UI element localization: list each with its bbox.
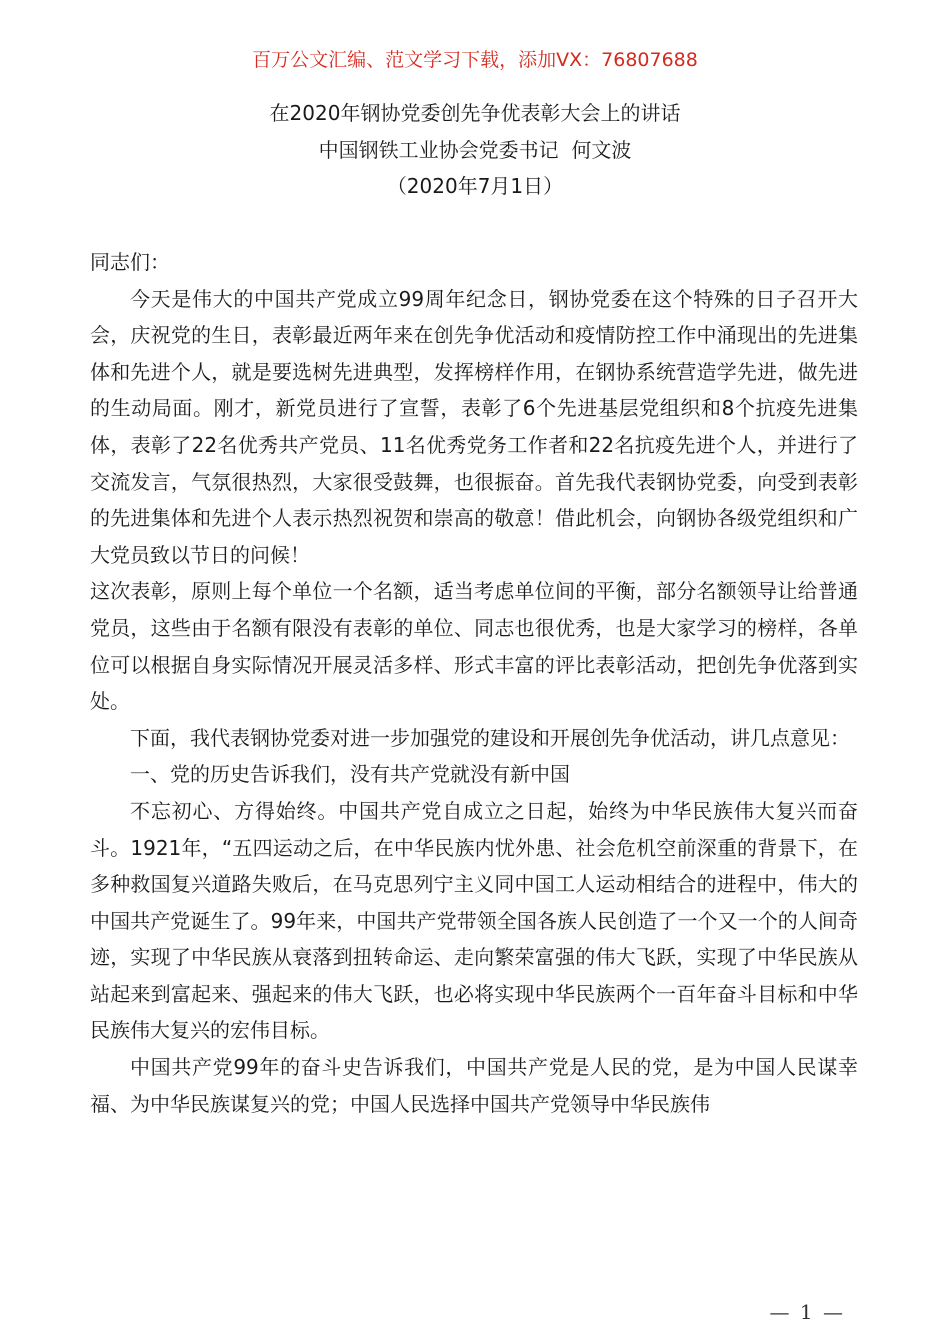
paragraph: 今天是伟大的中国共产党成立99周年纪念日，钢协党委在这个特殊的日子召开大会，庆祝党的生日，表彰最近两年来在创先争优活动和疫情防控工作中涌现出的先进集体和先进个人，就是要选树先进典型，发挥榜样作用，在钢协系统营造学先进，做先进的生动局面。刚才，新党员进行了宣誓，表彰了6个先进基层党组织和8个抗疫先进集体，表彰了22名优秀共产党员、11名优秀党务工作者和22名抗疫先进个人，并进行了交流发言，气氛很热烈，大家很受鼓舞，也很振奋。首先我代表钢协党委，向受到表彰的先进集体和先进个人表示热烈祝贺和崇高的敬意！借此机会，向钢协各级党组织和广大党员致以节日的问候！ bbox=[90, 286, 858, 567]
speech-date: （2020年7月1日） bbox=[386, 174, 564, 198]
salutation: 同志们： bbox=[90, 250, 170, 274]
paragraph: 不忘初心、方得始终。中国共产党自成立之日起，始终为中华民族伟大复兴而奋斗。1921年，“五四运动之后，在中华民族内忧外患、社会危机空前深重的背景下，在多种救国复兴道路失败后，在马克思列宁主义同中国工人运动相结合的进程中，伟大的中国共产党诞生了。99年来，中国共产党带领全国各族人民创造了一个又一个的人间奇迹，实现了中华民族从衰落到扭转命运、走向繁荣富强的伟大飞跃，实现了中华民族从站起来到富起来、强起来的伟大飞跃，也必将实现中华民族两个一百年奋斗目标和中华民族伟大复兴的宏伟目标。 bbox=[90, 798, 858, 1043]
paragraph: 这次表彰，原则上每个单位一个名额，适当考虑单位间的平衡，部分名额领导让给普通党员，这些由于名额有限没有表彰的单位、同志也很优秀，也是大家学习的榜样，各单位可以根据自身实际情况开展灵活多样、形式丰富的评比表彰活动，把创先争优落到实处。 bbox=[90, 579, 858, 714]
document-title: 在2020年钢协党委创先争优表彰大会上的讲话 bbox=[269, 101, 681, 125]
paragraph: 中国共产党99年的奋斗史告诉我们，中国共产党是人民的党，是为中国人民谋幸福、为中华民族谋复兴的党；中国人民选择中国共产党领导中华民族伟 bbox=[90, 1055, 858, 1116]
watermark-banner: 百万公文汇编、范文学习下载，添加VX：76807688 bbox=[252, 49, 698, 71]
speaker-line: 中国钢铁工业协会党委书记 何文波 bbox=[318, 138, 632, 162]
speech-body bbox=[90, 244, 858, 1122]
section-heading: 一、党的历史告诉我们，没有共产党就没有新中国 bbox=[130, 762, 570, 787]
paragraph: 下面，我代表钢协党委对进一步加强党的建设和开展创先争优活动，讲几点意见： bbox=[130, 725, 850, 750]
page-number: — 1 — bbox=[769, 1300, 845, 1324]
